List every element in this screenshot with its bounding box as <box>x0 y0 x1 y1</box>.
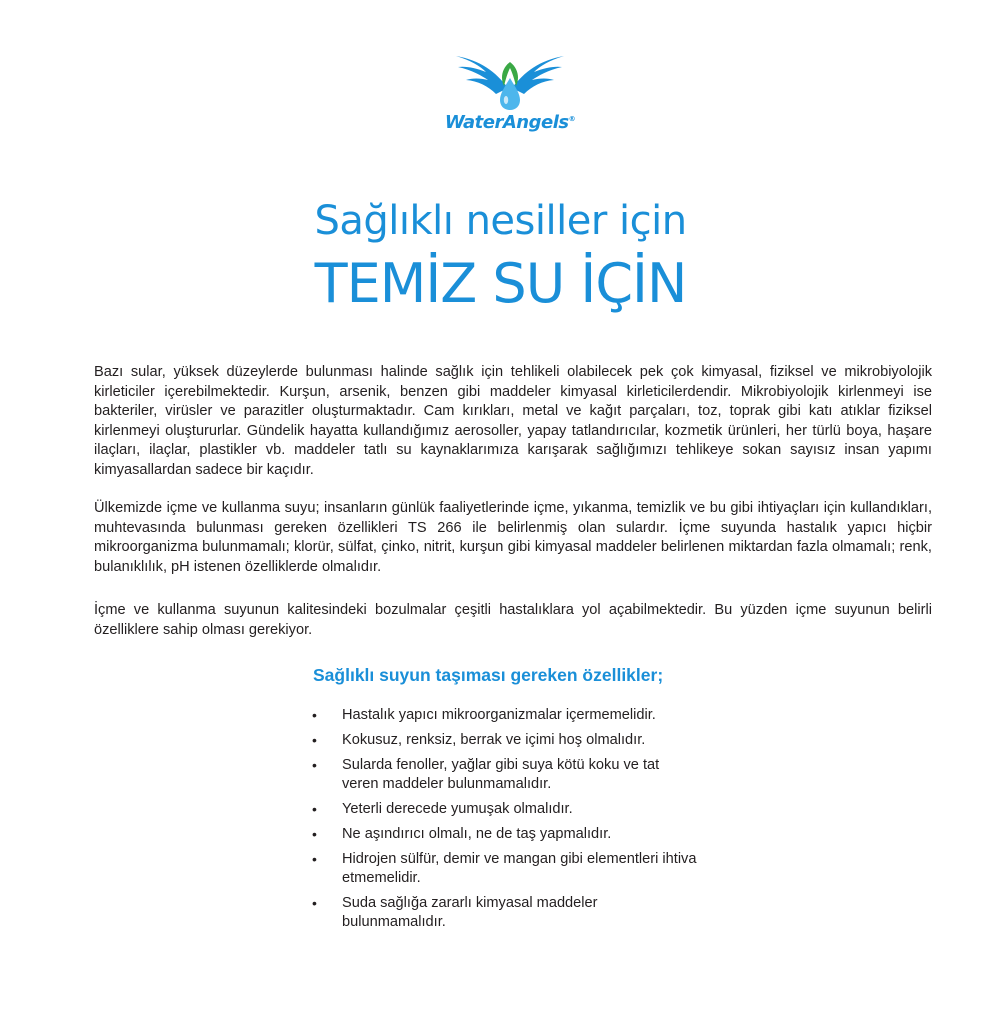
list-item: • Hastalık yapıcı mikroorganizmalar içermemelidir. <box>310 706 730 725</box>
angel-wings-water-drop-icon <box>440 48 580 114</box>
paragraph-quality: İçme ve kullanma suyunun kalitesindeki bozulmalar çeşitli hastalıklara yol açabilmektedir. Bu yüzden içme suyunun belirli özelliklere sahip olması gerekiyor. <box>94 602 932 638</box>
brand-wordmark <box>440 112 580 133</box>
brand-name: WaterAngels <box>444 112 569 133</box>
brand-logo <box>440 48 580 148</box>
list-item: • Yeterli derecede yumuşak olmalıdır. <box>310 800 730 819</box>
list-item: • Kokusuz, renksiz, berrak ve içimi hoş olmalıdır. <box>310 731 730 750</box>
list-item: • Sularda fenoller, yağlar gibi suya kötü koku ve tat veren maddeler bulunmamalıdır. <box>310 756 698 794</box>
headline-title: TEMİZ SU İÇİN <box>314 252 687 315</box>
paragraph-contaminants: Bazı sular, yüksek düzeylerde bulunması halinde sağlık için tehlikeli olabilecek pek çok kimyasal, fiziksel ve mikrobiyolojik kirleticiler içerebilmektedir. Kurşun, arsenik, benzen gibi maddeler kimyasal kirleticilerdendir. Mikrobiyolojik kirlenmeyi ise bakteriler, virüsler ve parazitler oluşturmaktadır. Cam kırıkları, metal ve kağıt parçaları, toz, toprak gibi katı atıklar fiziksel kirlenmeyi oluştururlar. Gündelik hayatta kullandığımız aerosoller, yapay tatlandırıcılar, kozmetik ürünleri, her türlü boya, haşare ilaçları, ilaçlar, plastikler vb. maddeler tatlı su kaynaklarımıza karışarak sağlığımızı tehlikeye sokan sayısız insan yapımı kimyasallardan sadece bir kaçıdır. <box>94 364 932 478</box>
paragraph-ts266: Ülkemizde içme ve kullanma suyu; insanların günlük faaliyetlerinde içme, yıkanma, temizlik ve bu gibi ihtiyaçları için kullandıkları, muhtevasında bulunması gereken özellikleri TS 266 ile belirlenmiş olan sulardır. İçme suyunda hastalık yapıcı hiçbir mikroorganizma bulunmamalı; klorür, sülfat, çinko, nitrit, kurşun gibi kimyasal maddeler belirlenen miktardan fazla olmamalı; renk, bulanıklılık, pH istenen özelliklerde olmalıdır. <box>94 500 932 575</box>
features-heading: Sağlıklı suyun taşıması gereken özellikler; <box>313 665 664 685</box>
list-item: • Ne aşındırıcı olmalı, ne de taş yapmalıdır. <box>310 825 730 844</box>
list-item: • Suda sağlığa zararlı kimyasal maddeler bulunmamalıdır. <box>310 894 698 932</box>
headline-subtitle: Sağlıklı nesiller için <box>314 198 687 244</box>
registered-mark: ® <box>568 115 576 123</box>
features-list <box>310 706 730 938</box>
list-item: • Hidrojen sülfür, demir ve mangan gibi elementleri ihtiva etmemelidir. <box>310 850 698 888</box>
